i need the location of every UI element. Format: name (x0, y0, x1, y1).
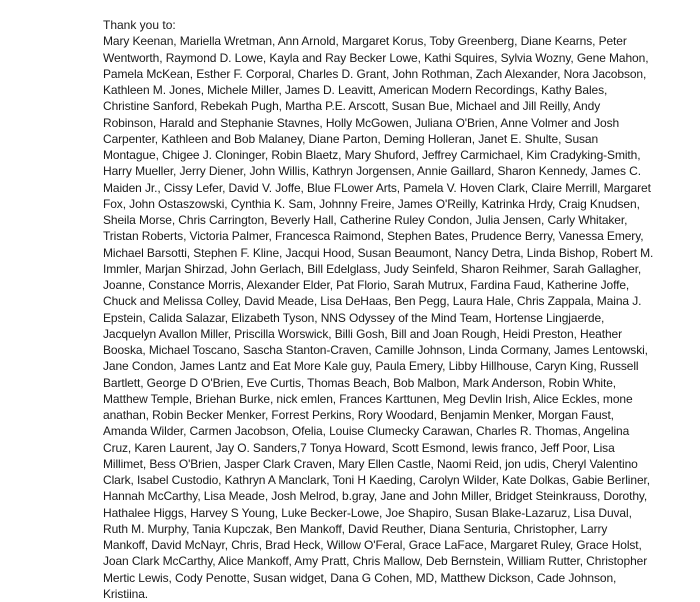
names-line: Kathleen M. Jones, Michele Miller, James D. Leavitt, American Modern Recordings, Kathy Bales, (103, 83, 608, 97)
names-line: Mankoff, David McNayr, Chris, Brad Heck, Willow O'Feral, Grace LaFace, Margaret Ruley, Grace Holst, (103, 538, 642, 552)
names-line: anathan, Robin Becker Menker, Forrest Perkins, Rory Woodard, Benjamin Menker, Morgan Faust, (103, 408, 614, 422)
names-line: Sheila Morse, Chris Carrington, Beverly Hall, Catherine Ruley Condon, Julia Jensen, Carly Whitaker, (103, 213, 628, 227)
names-line: Kristiina. (103, 586, 149, 601)
names-paragraph (103, 33, 683, 602)
names-line: Immler, Marjan Shirzad, John Gerlach, Bill Edelglass, Judy Seinfeld, Sharon Reihmer, Sarah Gallagher, (103, 261, 642, 276)
names-line: Mertic Lewis, Cody Penotte, Susan widget, Dana G Cohen, MD, Matthew Dickson, Cade Johnson, (103, 570, 617, 585)
names-line: Mary Keenan, Mariella Wretman, Ann Arnold, Margaret Korus, Toby Greenberg, Diane Kearns, Peter (103, 34, 627, 49)
names-line: Hathalee Higgs, Harvey S Young, Luke Becker-Lowe, Joe Shapiro, Susan Blake-Lazaruz, Lisa Duval, (103, 505, 632, 520)
names-line: Millimet, Bess O'Brien, Jasper Clark Craven, Mary Ellen Castle, Naomi Reid, jon udis, Cheryl Valentino (103, 456, 638, 471)
names-line: Jane Condon, James Lantz and Eat More Kale guy, Paula Emery, Libby Hillhouse, Caryn King, Russell (103, 359, 639, 374)
names-line: Jacquelyn Avallon Miller, Priscilla Worswick, Billi Gosh, Bill and Joan Rough, Heidi Preston, Heather (103, 326, 623, 341)
names-line: Christine Sanford, Rebekah Pugh, Martha P.E. Arscott, Susan Bue, Michael and Jill Reilly, Andy (103, 99, 601, 114)
names-line: Montague, Chigee J. Cloninger, Robin Blaetz, Mary Shuford, Jeffrey Carmichael, Kim Cradyking-Smith, (103, 148, 641, 162)
names-line: Joanne, Constance Morris, Alexander Elder, Pat Florio, Sarah Mutrux, Fardina Faud, Katherine Joffe, (103, 278, 630, 292)
names-line: Hannah McCarthy, Lisa Meade, Josh Melrod, b.gray, Jane and John Miller, Bridget Steinkrauss, Dorothy, (103, 489, 648, 504)
names-line: Ruth M. Murphy, Tania Kupczak, Ben Mankoff, David Reuther, Diana Senturia, Christopher, Larry (103, 521, 608, 536)
names-line: Matthew Temple, Briehan Burke, nick emlen, Frances Karttunen, Meg Devlin Irish, Alice Eckles, mone (103, 391, 633, 406)
names-line: Wentworth, Raymond D. Lowe, Kayla and Ray Becker Lowe, Kathi Squires, Sylvia Wozny, Gene Mahon, (103, 50, 649, 65)
names-line: Carpenter, Kathleen and Bob Malaney, Diane Parton, Deming Holleran, Janet E. Shulte, Susan (103, 131, 599, 146)
thank-you-document (103, 17, 683, 602)
names-line: Amanda Wilder, Carmen Jacobson, Ofelia, Louise Clumecky Carawan, Charles R. Thomas, Angelina (103, 424, 630, 439)
names-line: Fox, John Ostaszowski, Cynthia K. Sam, Johnny Freire, James O'Reilly, Katrinka Hrdy, Craig Knudsen, (103, 196, 640, 211)
names-line: Booska, Michael Toscano, Sascha Stanton-Craven, Camille Johnson, Linda Cormany, James Lentowski, (103, 343, 648, 357)
names-line: Clark, Isabel Custodio, Kathryn A Manclark, Toni H Kaeding, Carolyn Wilder, Kate Dolkas, Gabie Berliner, (103, 473, 650, 487)
names-line: Robinson, Harald and Stephanie Stavnes, Holly McGowen, Juliana O'Brien, Anne Volmer and Josh (103, 115, 620, 130)
names-line: Maiden Jr., Cissy Lefer, David V. Joffe, Blue FLower Arts, Pamela V. Hoven Clark, Claire Merrill, Margaret (103, 180, 651, 195)
names-line: Bartlett, George D O'Brien, Eve Curtis, Thomas Beach, Bob Malbon, Mark Anderson, Robin White, (103, 375, 617, 390)
names-line: Harry Mueller, Jerry Diener, John Willis, Kathryn Jorgensen, Annie Gaillard, Sharon Kennedy, James C. (103, 164, 641, 179)
names-line: Pamela McKean, Esther F. Corporal, Charles D. Grant, John Rothman, Zach Alexander, Nora Jacobson, (103, 66, 647, 81)
names-line: Chuck and Melissa Colley, David Meade, Lisa DeHaas, Ben Pegg, Laura Hale, Chris Zappala, Maina J. (103, 294, 642, 309)
names-line: Epstein, Calida Salazar, Elizabeth Tyson, NNS Odyssey of the Mind Team, Hortense Lingjaerde, (103, 310, 605, 325)
names-line: Tristan Roberts, Victoria Palmer, Francesca Raimond, Stephen Bates, Prudence Berry, Vanessa Emery, (103, 229, 644, 244)
names-line: Joan Clark McCarthy, Alice Mankoff, Amy Pratt, Chris Mallow, Deb Bernstein, William Rutter, Christopher (103, 554, 648, 569)
names-line: Michael Barsotti, Stephen F. Kline, Jacqui Hood, Susan Beaumont, Nancy Detra, Linda Bishop, Robert M. (103, 245, 654, 260)
thank-you-heading: Thank you to: (103, 18, 176, 32)
names-line: Cruz, Karen Laurent, Jay O. Sanders,7 Tonya Howard, Scott Esmond, lewis franco, Jeff Poor, Lisa (103, 440, 615, 455)
